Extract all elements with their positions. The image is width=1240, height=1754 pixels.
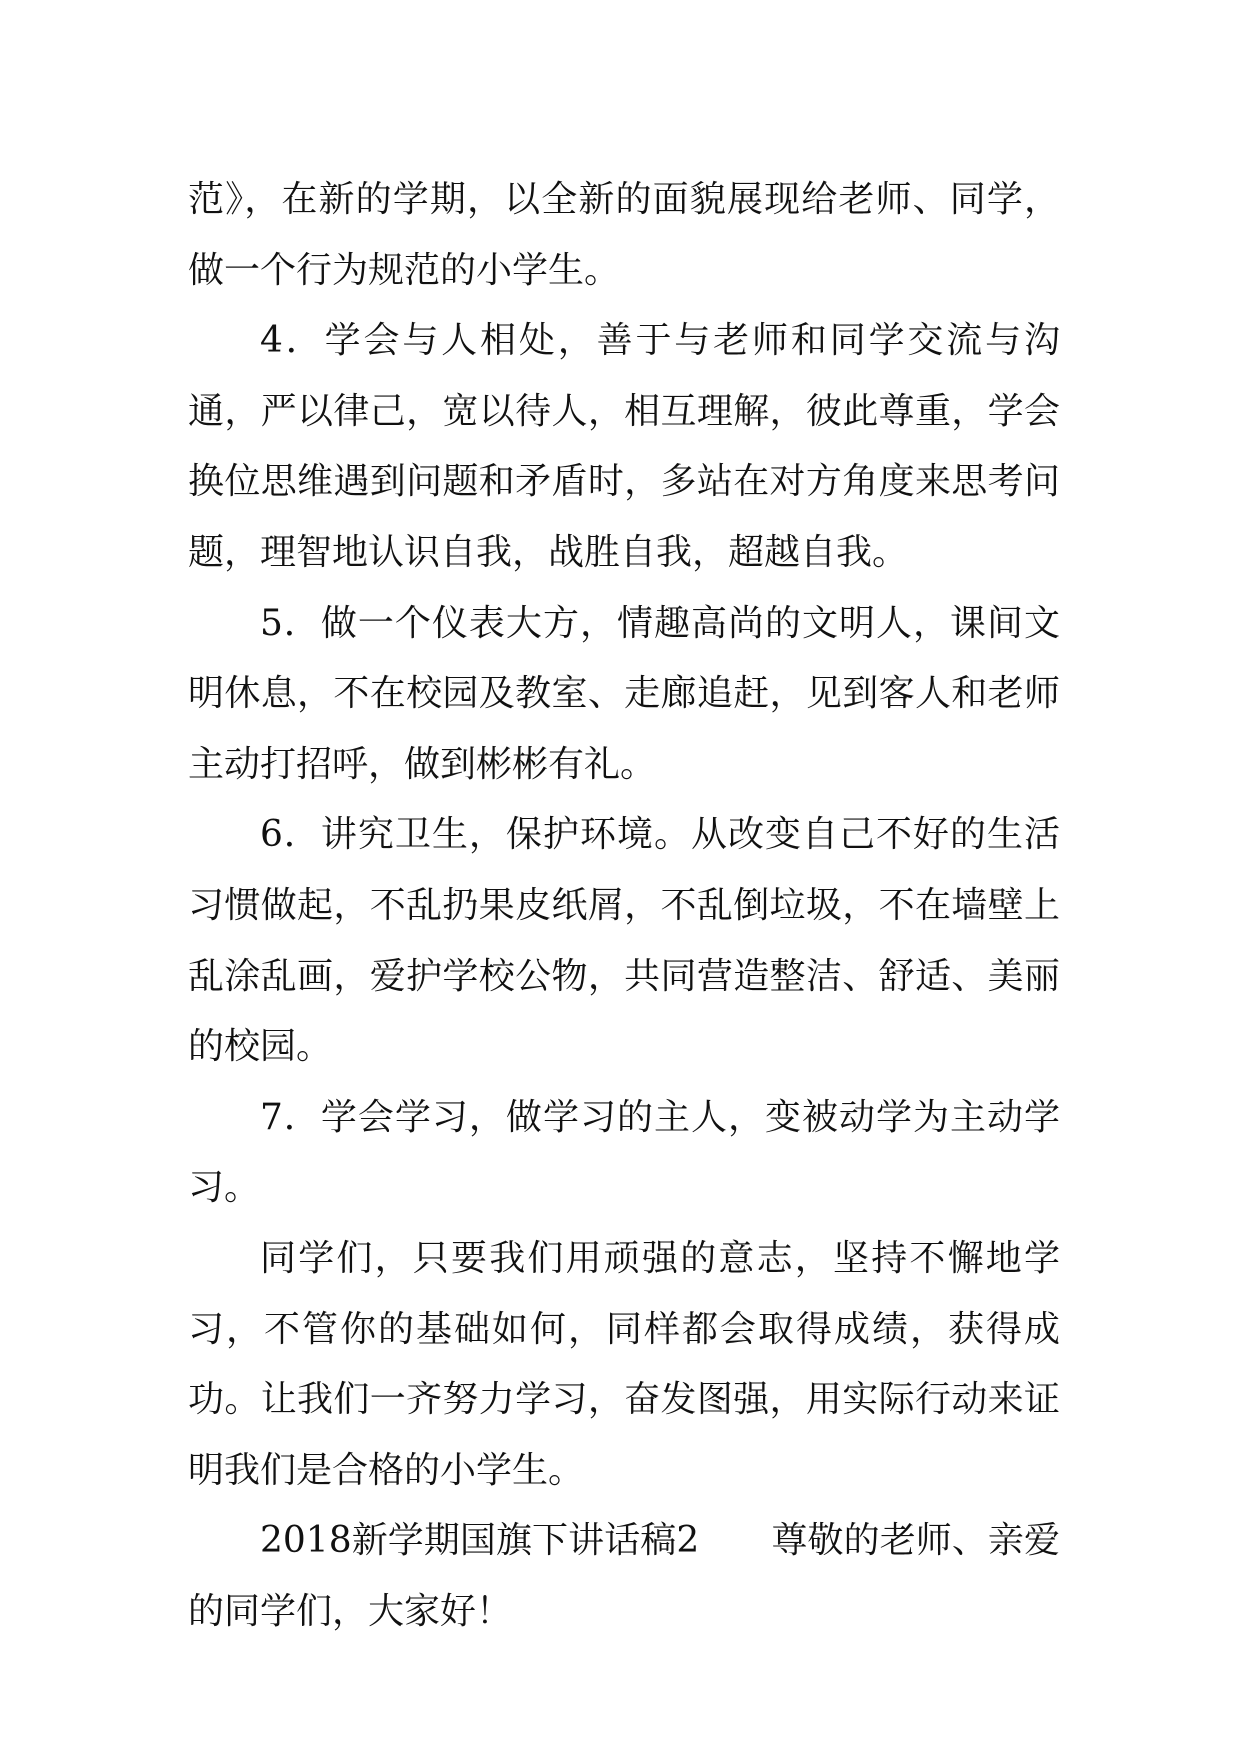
paragraph-item-4: 4．学会与人相处，善于与老师和同学交流与沟通，严以律己，宽以待人，相互理解，彼此尊重，学会换位思维遇到问题和矛盾时，多站在对方角度来思考问题，理智地认识自我，战胜自我，超越自我。 — [188, 320, 1060, 573]
body-text — [188, 165, 1060, 1647]
paragraph-item-7: 7．学会学习，做学习的主人，变被动学为主动学习。 — [188, 1096, 1060, 1209]
paragraph-continuation: 范》，在新的学期，以全新的面貌展现给老师、同学，做一个行为规范的小学生。 — [188, 179, 1060, 291]
paragraph-next-speech: 2018新学期国旗下讲话稿2 尊敬的老师、亲爱的同学们，大家好！ — [188, 1520, 1060, 1632]
paragraph-item-5: 5．做一个仪表大方，情趣高尚的文明人，课间文明休息，不在校园及教室、走廊追赶，见到客人和老师主动打招呼，做到彬彬有礼。 — [188, 602, 1060, 785]
paragraph-closing: 同学们，只要我们用顽强的意志，坚持不懈地学习，不管你的基础如何，同样都会取得成绩，获得成功。让我们一齐努力学习，奋发图强，用实际行动来证明我们是合格的小学生。 — [188, 1237, 1060, 1491]
paragraph-item-6: 6．讲究卫生，保护环境。从改变自己不好的生活习惯做起，不乱扔果皮纸屑，不乱倒垃圾，不在墙壁上乱涂乱画，爱护学校公物，共同营造整洁、舒适、美丽的校园。 — [188, 814, 1060, 1068]
